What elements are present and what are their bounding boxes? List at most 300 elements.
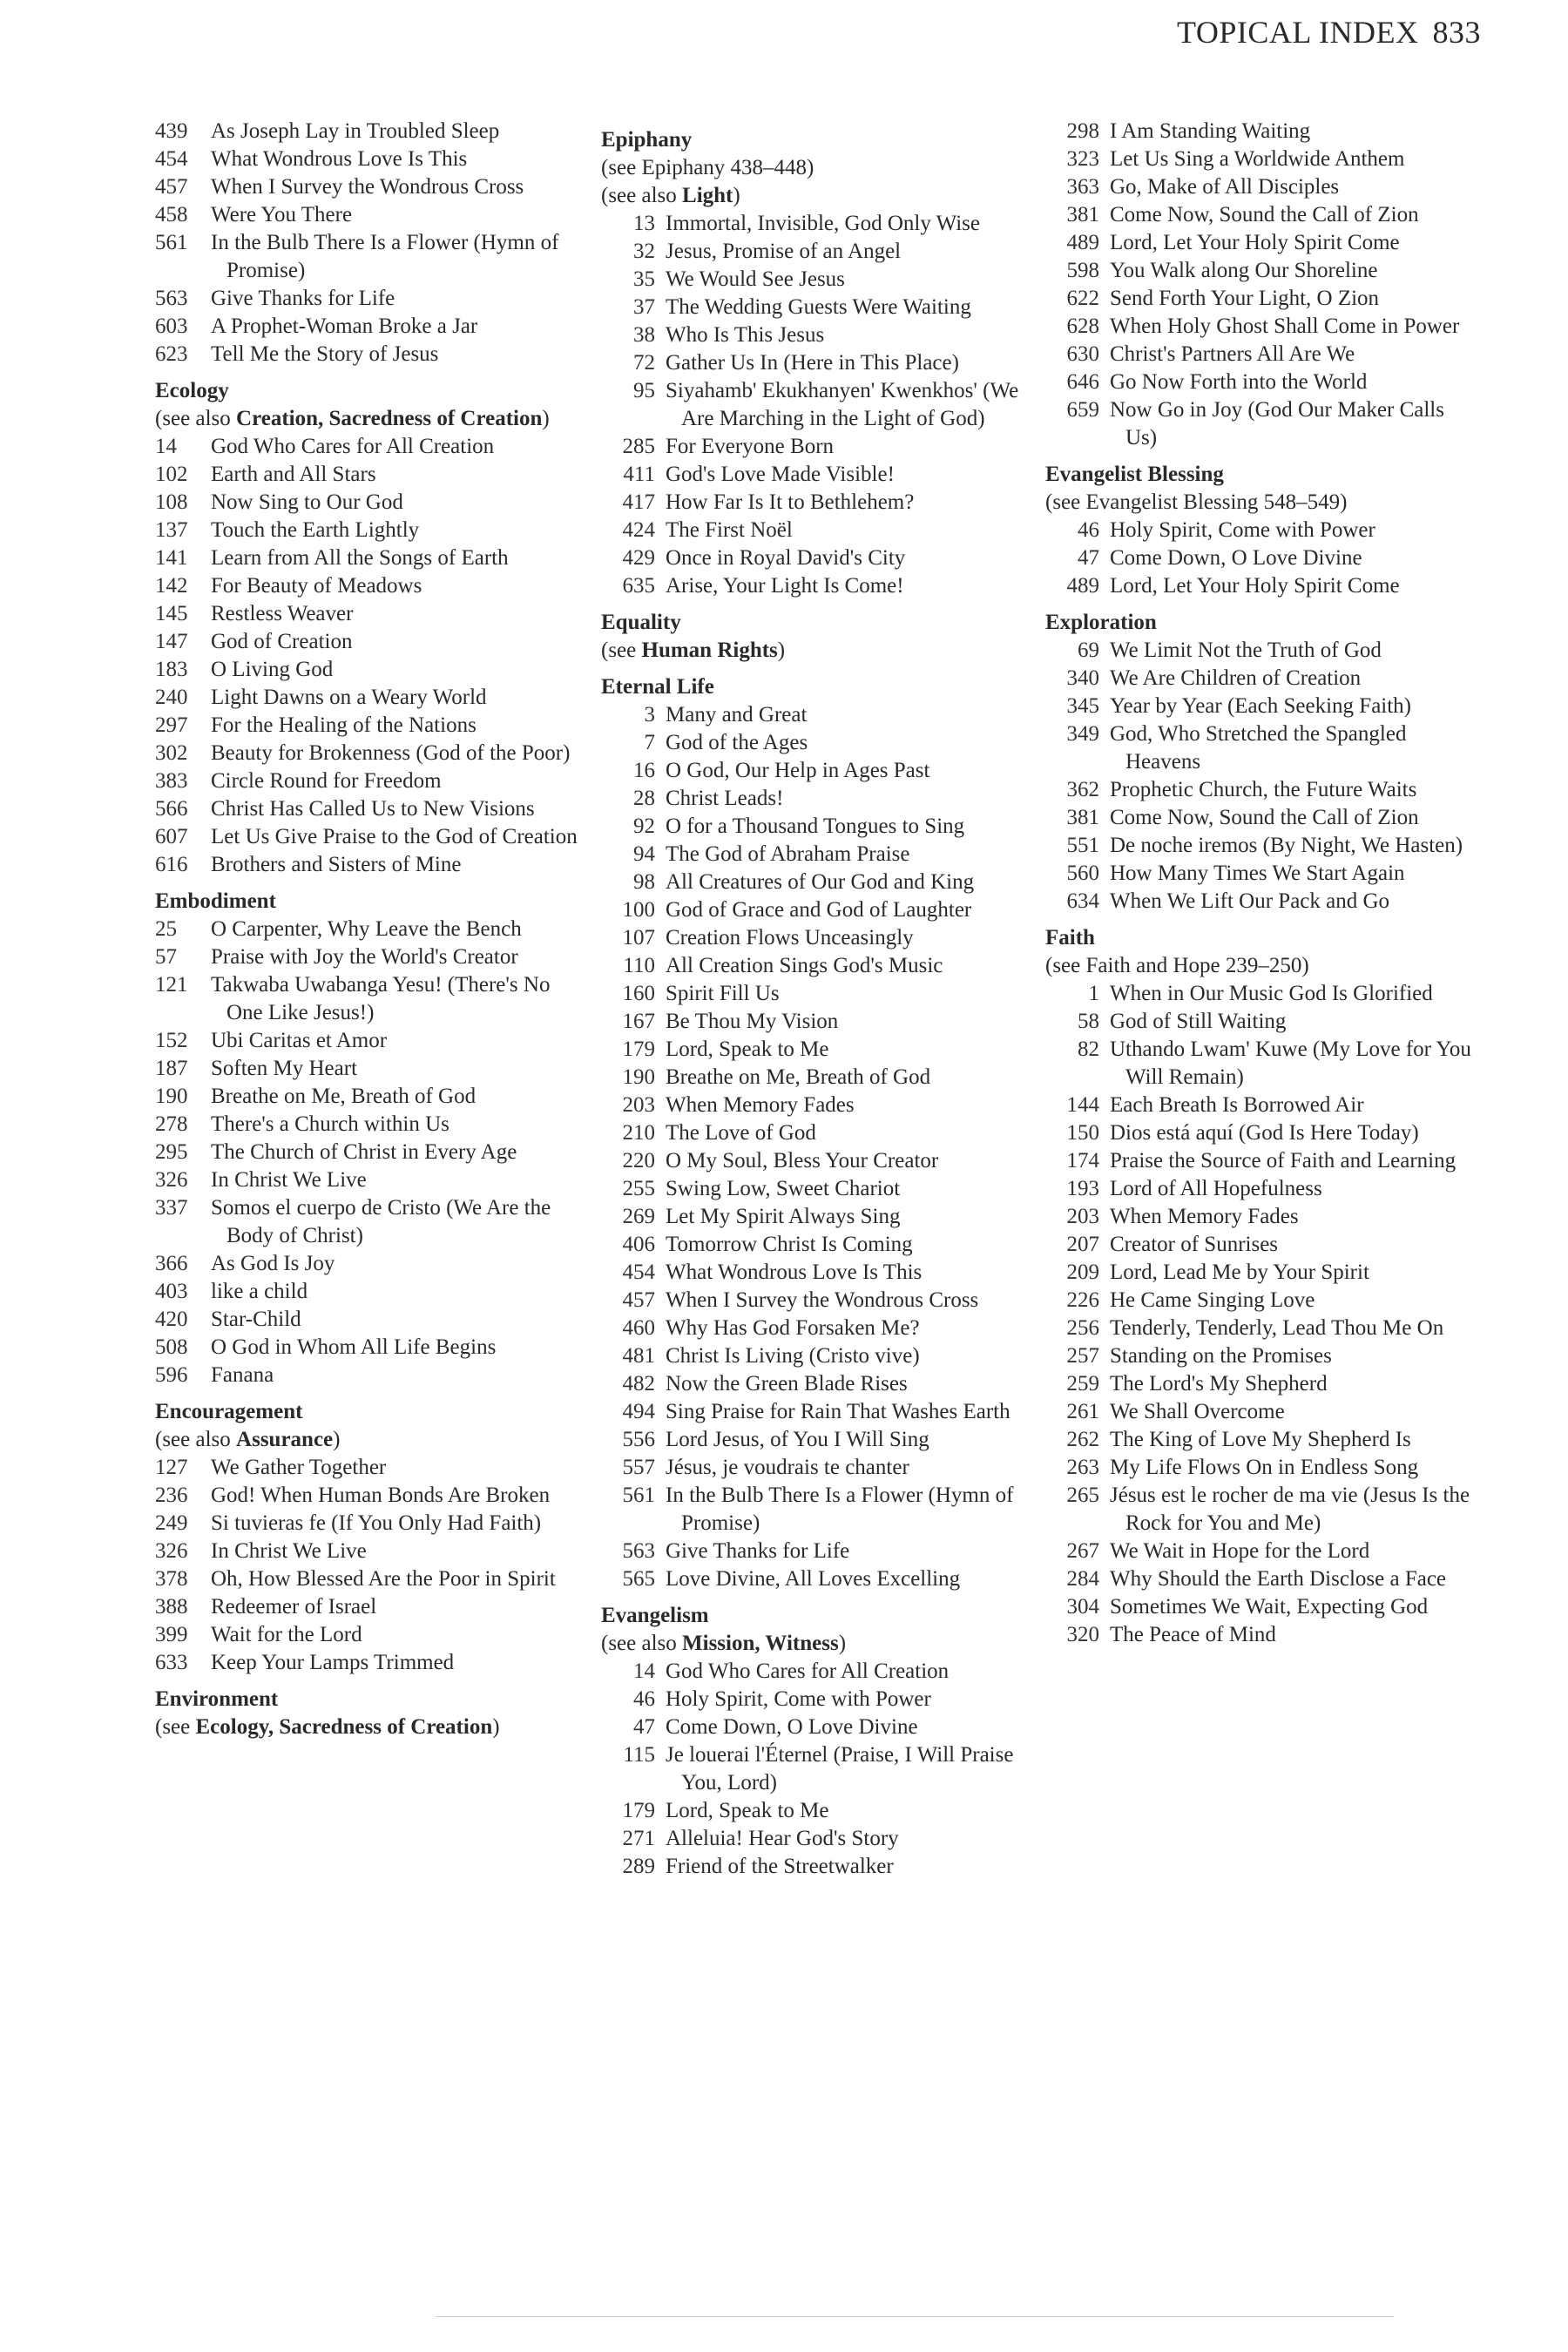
hymn-number: 561 bbox=[622, 1484, 655, 1507]
index-entry bbox=[155, 517, 591, 544]
hymn-number: 265 bbox=[1066, 1484, 1099, 1507]
index-entry bbox=[1045, 1259, 1481, 1287]
hymn-number: 32 bbox=[633, 240, 655, 263]
hymn-title: Jésus, je voudrais te chanter bbox=[666, 1456, 909, 1479]
index-entry bbox=[601, 813, 1028, 841]
hymn-number: 35 bbox=[633, 267, 655, 291]
hymn-number: 137 bbox=[155, 518, 188, 542]
hymn-title: The Wedding Guests Were Waiting bbox=[666, 295, 971, 319]
see-reference bbox=[155, 1426, 591, 1454]
hymn-number: 179 bbox=[622, 1799, 655, 1822]
index-entry bbox=[601, 1565, 1028, 1593]
index-entry bbox=[155, 145, 591, 173]
hymn-number: 508 bbox=[155, 1335, 188, 1359]
hymn-number: 363 bbox=[1066, 175, 1099, 199]
hymn-number: 28 bbox=[633, 787, 655, 810]
index-column-2 bbox=[601, 118, 1028, 1881]
hymn-number: 210 bbox=[622, 1121, 655, 1145]
hymn-number: 633 bbox=[155, 1651, 188, 1674]
hymn-title: The Lord's My Shepherd bbox=[1110, 1372, 1328, 1396]
index-entry bbox=[1045, 1315, 1481, 1342]
hymn-title: The First Noël bbox=[666, 518, 793, 542]
hymn-title: Give Thanks for Life bbox=[666, 1539, 850, 1563]
see-reference bbox=[601, 154, 1028, 182]
see-reference-pre: (see also bbox=[155, 407, 237, 430]
index-entry bbox=[155, 1083, 591, 1111]
index-entry bbox=[1045, 804, 1481, 832]
hymn-title: Lord, Speak to Me bbox=[666, 1799, 829, 1822]
index-entry bbox=[1045, 776, 1481, 804]
hymn-number: 417 bbox=[622, 490, 655, 514]
hymn-number: 561 bbox=[155, 231, 188, 254]
hymn-number: 378 bbox=[155, 1567, 188, 1591]
hymn-number: 127 bbox=[155, 1456, 188, 1479]
hymn-number: 285 bbox=[622, 435, 655, 458]
index-entry bbox=[601, 1825, 1028, 1853]
index-entry bbox=[601, 433, 1028, 461]
index-entry bbox=[155, 489, 591, 517]
hymn-title: Lord of All Hopefulness bbox=[1110, 1177, 1322, 1200]
see-reference-pre: (see Evangelist Blessing 548–549) bbox=[1045, 490, 1348, 514]
hymn-title: Why Has God Forsaken Me? bbox=[666, 1316, 920, 1340]
hymn-number: 424 bbox=[622, 518, 655, 542]
hymn-title: Year by Year (Each Seeking Faith) bbox=[1110, 694, 1412, 718]
hymn-title: Lord, Let Your Holy Spirit Come bbox=[1110, 574, 1400, 598]
index-entry bbox=[601, 1797, 1028, 1825]
hymn-title: Sing Praise for Rain That Washes Earth bbox=[666, 1400, 1010, 1423]
hymn-title: Si tuvieras fe (If You Only Had Faith) bbox=[211, 1511, 542, 1535]
index-entry bbox=[155, 1593, 591, 1621]
hymn-number: 616 bbox=[155, 853, 188, 876]
hymn-number: 38 bbox=[633, 323, 655, 347]
hymn-number: 203 bbox=[1066, 1205, 1099, 1228]
hymn-title: God, Who Stretched the Spangled Heavens bbox=[1110, 722, 1407, 774]
index-entry bbox=[1045, 1008, 1481, 1036]
see-reference-bold: Ecology, Sacredness of Creation bbox=[195, 1715, 493, 1739]
page-number: 833 bbox=[1432, 15, 1481, 50]
topic-heading: Encouragement bbox=[155, 1400, 303, 1423]
hymn-number: 646 bbox=[1066, 370, 1099, 394]
see-reference-post: ) bbox=[733, 184, 740, 207]
index-entry bbox=[155, 1250, 591, 1278]
index-entry bbox=[1045, 665, 1481, 693]
index-entry bbox=[155, 795, 591, 823]
index-entry bbox=[1045, 145, 1481, 173]
hymn-number: 269 bbox=[622, 1205, 655, 1228]
hymn-number: 362 bbox=[1066, 778, 1099, 801]
hymn-title: Come Now, Sound the Call of Zion bbox=[1110, 203, 1419, 226]
hymn-number: 298 bbox=[1066, 119, 1099, 143]
hymn-title: We Would See Jesus bbox=[666, 267, 845, 291]
hymn-title: The King of Love My Shepherd Is bbox=[1110, 1428, 1411, 1451]
hymn-title: For Beauty of Meadows bbox=[211, 574, 422, 598]
hymn-title: Who Is This Jesus bbox=[666, 323, 825, 347]
hymn-title: Tell Me the Story of Jesus bbox=[211, 342, 439, 366]
hymn-title: Brothers and Sisters of Mine bbox=[211, 853, 462, 876]
running-title: TOPICAL INDEX bbox=[1177, 15, 1419, 50]
hymn-number: 383 bbox=[155, 769, 188, 793]
see-reference-pre: (see also bbox=[601, 1632, 683, 1655]
see-reference-pre: (see Epiphany 438–448) bbox=[601, 156, 814, 179]
hymn-title: Star-Child bbox=[211, 1308, 301, 1331]
hymn-title: The Peace of Mind bbox=[1110, 1623, 1276, 1646]
hymn-title: Alleluia! Hear God's Story bbox=[666, 1827, 899, 1850]
hymn-number: 622 bbox=[1066, 287, 1099, 310]
index-entry bbox=[155, 1306, 591, 1334]
hymn-number: 659 bbox=[1066, 398, 1099, 422]
hymn-title: Circle Round for Freedom bbox=[211, 769, 442, 793]
index-entry bbox=[601, 1287, 1028, 1315]
hymn-title: You Walk along Our Shoreline bbox=[1110, 259, 1378, 282]
index-entry bbox=[1045, 1621, 1481, 1649]
hymn-number: 174 bbox=[1066, 1149, 1099, 1173]
hymn-title: Holy Spirit, Come with Power bbox=[1110, 518, 1375, 542]
hymn-number: 596 bbox=[155, 1363, 188, 1387]
index-entry bbox=[155, 712, 591, 740]
hymn-title: Love Divine, All Loves Excelling bbox=[666, 1567, 961, 1591]
index-entry bbox=[1045, 1398, 1481, 1426]
hymn-title: Uthando Lwam' Kuwe (My Love for You Will Remain) bbox=[1110, 1037, 1471, 1089]
see-reference-bold: Light bbox=[682, 184, 733, 207]
index-entry bbox=[601, 1454, 1028, 1482]
index-entry bbox=[601, 1175, 1028, 1203]
hymn-title: What Wondrous Love Is This bbox=[666, 1260, 923, 1284]
hymn-title: How Many Times We Start Again bbox=[1110, 862, 1405, 885]
see-reference-post: ) bbox=[492, 1715, 500, 1739]
index-entry bbox=[155, 118, 591, 145]
hymn-title: God Who Cares for All Creation bbox=[211, 435, 495, 458]
index-entry bbox=[1045, 118, 1481, 145]
hymn-number: 460 bbox=[622, 1316, 655, 1340]
index-entry bbox=[601, 1092, 1028, 1119]
hymn-number: 190 bbox=[155, 1085, 188, 1108]
hymn-number: 289 bbox=[622, 1855, 655, 1878]
hymn-number: 207 bbox=[1066, 1233, 1099, 1256]
index-entry bbox=[601, 729, 1028, 757]
hymn-title: Ubi Caritas et Amor bbox=[211, 1029, 388, 1052]
hymn-title: Lord Jesus, of You I Will Sing bbox=[666, 1428, 929, 1451]
hymn-title: In the Bulb There Is a Flower (Hymn of Promise) bbox=[211, 231, 559, 282]
index-entry bbox=[601, 1064, 1028, 1092]
hymn-title: Why Should the Earth Disclose a Face bbox=[1110, 1567, 1447, 1591]
hymn-number: 190 bbox=[622, 1065, 655, 1089]
hymn-number: 144 bbox=[1066, 1093, 1099, 1117]
hymn-title: Standing on the Promises bbox=[1110, 1344, 1332, 1368]
hymn-title: Redeemer of Israel bbox=[211, 1595, 377, 1619]
hymn-number: 551 bbox=[1066, 834, 1099, 857]
hymn-title: There's a Church within Us bbox=[211, 1112, 449, 1136]
hymn-title: Tomorrow Christ Is Coming bbox=[666, 1233, 913, 1256]
index-entry bbox=[1045, 860, 1481, 888]
hymn-number: 226 bbox=[1066, 1288, 1099, 1312]
hymn-number: 47 bbox=[1078, 546, 1099, 570]
hymn-number: 403 bbox=[155, 1280, 188, 1303]
hymn-title: When in Our Music God Is Glorified bbox=[1110, 982, 1433, 1005]
hymn-number: 261 bbox=[1066, 1400, 1099, 1423]
index-entry bbox=[1045, 1119, 1481, 1147]
see-reference-pre: (see also bbox=[155, 1428, 237, 1451]
index-entry bbox=[601, 1147, 1028, 1175]
hymn-number: 628 bbox=[1066, 314, 1099, 338]
hymn-title: O God, Our Help in Ages Past bbox=[666, 759, 930, 782]
see-reference-bold: Assurance bbox=[236, 1428, 334, 1451]
index-entry bbox=[601, 349, 1028, 377]
index-entry bbox=[155, 1538, 591, 1565]
hymn-title: O Living God bbox=[211, 658, 334, 681]
index-entry bbox=[601, 1853, 1028, 1881]
index-entry bbox=[155, 1111, 591, 1139]
hymn-number: 183 bbox=[155, 658, 188, 681]
hymn-title: When I Survey the Wondrous Cross bbox=[666, 1288, 979, 1312]
index-entry bbox=[601, 266, 1028, 294]
see-reference bbox=[1045, 952, 1481, 980]
hymn-title: Breathe on Me, Breath of God bbox=[666, 1065, 931, 1089]
hymn-title: Beauty for Brokenness (God of the Poor) bbox=[211, 741, 571, 765]
hymn-number: 304 bbox=[1066, 1595, 1099, 1619]
hymn-title: Praise with Joy the World's Creator bbox=[211, 945, 518, 969]
index-entry bbox=[155, 767, 591, 795]
hymn-number: 284 bbox=[1066, 1567, 1099, 1591]
hymn-title: Immortal, Invisible, God Only Wise bbox=[666, 212, 980, 235]
topic-heading: Evangelist Blessing bbox=[1045, 463, 1224, 486]
hymn-title: God of the Ages bbox=[666, 731, 808, 754]
topic-heading: Faith bbox=[1045, 926, 1095, 950]
index-entry bbox=[155, 1565, 591, 1593]
index-entry bbox=[155, 851, 591, 879]
hymn-title: Learn from All the Songs of Earth bbox=[211, 546, 509, 570]
see-reference-post: ) bbox=[777, 639, 786, 662]
hymn-number: 411 bbox=[623, 463, 655, 486]
hymn-number: 220 bbox=[622, 1149, 655, 1173]
index-entry bbox=[155, 433, 591, 461]
hymn-number: 82 bbox=[1078, 1037, 1099, 1061]
index-entry bbox=[601, 1259, 1028, 1287]
hymn-title: God of Grace and God of Laughter bbox=[666, 898, 972, 922]
hymn-title: Sometimes We Wait, Expecting God bbox=[1110, 1595, 1429, 1619]
hymn-title: Creator of Sunrises bbox=[1110, 1233, 1279, 1256]
hymn-title: Be Thou My Vision bbox=[666, 1010, 839, 1033]
hymn-number: 110 bbox=[623, 954, 655, 977]
index-entry bbox=[601, 1370, 1028, 1398]
hymn-number: 457 bbox=[155, 175, 188, 199]
see-reference-pre: (see also bbox=[601, 184, 683, 207]
index-entry bbox=[155, 600, 591, 628]
index-entry bbox=[601, 896, 1028, 924]
hymn-title: Christ Has Called Us to New Visions bbox=[211, 797, 535, 821]
hymn-number: 267 bbox=[1066, 1539, 1099, 1563]
index-entry bbox=[601, 1713, 1028, 1741]
index-entry bbox=[155, 823, 591, 851]
index-entry bbox=[1045, 368, 1481, 396]
hymn-title: How Far Is It to Bethlehem? bbox=[666, 490, 915, 514]
see-reference-bold: Mission, Witness bbox=[682, 1632, 839, 1655]
hymn-title: Holy Spirit, Come with Power bbox=[666, 1687, 931, 1711]
hymn-number: 167 bbox=[622, 1010, 655, 1033]
see-reference-post: ) bbox=[333, 1428, 341, 1451]
hymn-number: 381 bbox=[1066, 806, 1099, 829]
hymn-number: 366 bbox=[155, 1252, 188, 1275]
index-entry bbox=[155, 1482, 591, 1510]
index-entry bbox=[601, 377, 1028, 433]
hymn-title: When Memory Fades bbox=[1110, 1205, 1299, 1228]
index-entry bbox=[1045, 285, 1481, 313]
index-entry bbox=[1045, 1203, 1481, 1231]
hymn-title: I Am Standing Waiting bbox=[1110, 119, 1311, 143]
hymn-title: Gather Us In (Here in This Place) bbox=[666, 351, 959, 375]
index-entry bbox=[155, 684, 591, 712]
see-reference-bold: Creation, Sacredness of Creation bbox=[236, 407, 543, 430]
hymn-title: We Gather Together bbox=[211, 1456, 387, 1479]
hymn-number: 556 bbox=[622, 1428, 655, 1451]
index-entry bbox=[155, 1166, 591, 1194]
hymn-number: 98 bbox=[633, 870, 655, 894]
hymn-title: Siyahamb' Ekukhanyen' Kwenkhos' (We Are Marching in the Light of God) bbox=[666, 379, 1019, 430]
hymn-number: 607 bbox=[155, 825, 188, 848]
hymn-number: 47 bbox=[633, 1715, 655, 1739]
hymn-title: All Creation Sings God's Music bbox=[666, 954, 943, 977]
hymn-title: Keep Your Lamps Trimmed bbox=[211, 1651, 455, 1674]
hymn-title: Light Dawns on a Weary World bbox=[211, 686, 487, 709]
hymn-title: For the Healing of the Nations bbox=[211, 713, 476, 737]
index-entry bbox=[155, 1649, 591, 1677]
hymn-number: 37 bbox=[633, 295, 655, 319]
index-entry bbox=[155, 1362, 591, 1389]
hymn-number: 102 bbox=[155, 463, 188, 486]
hymn-number: 297 bbox=[155, 713, 188, 737]
index-entry bbox=[1045, 1231, 1481, 1259]
hymn-number: 115 bbox=[623, 1743, 655, 1767]
hymn-title: Once in Royal David's City bbox=[666, 546, 906, 570]
hymn-number: 58 bbox=[1078, 1010, 1099, 1033]
hymn-title: For Everyone Born bbox=[666, 435, 835, 458]
hymn-number: 481 bbox=[622, 1344, 655, 1368]
index-entry bbox=[155, 1510, 591, 1538]
hymn-number: 399 bbox=[155, 1623, 188, 1646]
index-entry bbox=[601, 1482, 1028, 1538]
hymn-number: 94 bbox=[633, 842, 655, 866]
topic-heading: Environment bbox=[155, 1687, 279, 1711]
hymn-number: 494 bbox=[622, 1400, 655, 1423]
hymn-number: 598 bbox=[1066, 259, 1099, 282]
index-entry bbox=[601, 1008, 1028, 1036]
hymn-title: We Shall Overcome bbox=[1110, 1400, 1285, 1423]
index-entry bbox=[1045, 1092, 1481, 1119]
hymn-title: Lord, Speak to Me bbox=[666, 1037, 829, 1061]
hymn-number: 3 bbox=[644, 703, 655, 727]
hymn-title: Go, Make of All Disciples bbox=[1110, 175, 1340, 199]
hymn-number: 262 bbox=[1066, 1428, 1099, 1451]
hymn-title: When I Survey the Wondrous Cross bbox=[211, 175, 524, 199]
hymn-number: 635 bbox=[622, 574, 655, 598]
hymn-title: Fanana bbox=[211, 1363, 274, 1387]
see-reference-pre: (see bbox=[155, 1715, 196, 1739]
hymn-title: God of Creation bbox=[211, 630, 353, 653]
hymn-number: 240 bbox=[155, 686, 188, 709]
hymn-number: 57 bbox=[155, 945, 177, 969]
hymn-title: Let Us Give Praise to the God of Creation bbox=[211, 825, 578, 848]
index-entry bbox=[1045, 1287, 1481, 1315]
hymn-number: 107 bbox=[622, 926, 655, 950]
index-entry bbox=[601, 1231, 1028, 1259]
index-entry bbox=[1045, 980, 1481, 1008]
hymn-title: Dios está aquí (God Is Here Today) bbox=[1110, 1121, 1419, 1145]
see-reference bbox=[1045, 489, 1481, 517]
hymn-title: O God in Whom All Life Begins bbox=[211, 1335, 497, 1359]
hymn-title: Jesus, Promise of an Angel bbox=[666, 240, 902, 263]
hymn-number: 203 bbox=[622, 1093, 655, 1117]
topic-heading: Eternal Life bbox=[601, 675, 714, 699]
index-entry bbox=[1045, 637, 1481, 665]
index-entry bbox=[155, 943, 591, 971]
topic-heading: Epiphany bbox=[601, 128, 693, 152]
index-entry bbox=[155, 1194, 591, 1250]
index-entry bbox=[155, 971, 591, 1027]
hymn-number: 278 bbox=[155, 1112, 188, 1136]
hymn-title: When Holy Ghost Shall Come in Power bbox=[1110, 314, 1460, 338]
hymn-number: 489 bbox=[1066, 574, 1099, 598]
index-entry bbox=[155, 173, 591, 201]
index-entry bbox=[1045, 1147, 1481, 1175]
hymn-number: 95 bbox=[633, 379, 655, 402]
hymn-title: A Prophet-Woman Broke a Jar bbox=[211, 314, 478, 338]
index-entry bbox=[1045, 229, 1481, 257]
hymn-title: Breathe on Me, Breath of God bbox=[211, 1085, 476, 1108]
hymn-number: 142 bbox=[155, 574, 188, 598]
hymn-title: In Christ We Live bbox=[211, 1168, 367, 1192]
hymn-number: 420 bbox=[155, 1308, 188, 1331]
see-reference-pre: (see bbox=[601, 639, 642, 662]
hymn-number: 482 bbox=[622, 1372, 655, 1396]
topic-heading: Ecology bbox=[155, 379, 229, 402]
hymn-title: Jésus est le rocher de ma vie (Jesus Is the Rock for You and Me) bbox=[1110, 1484, 1470, 1535]
index-entry bbox=[155, 1055, 591, 1083]
hymn-number: 121 bbox=[155, 973, 188, 997]
index-entry bbox=[1045, 1454, 1481, 1482]
index-entry bbox=[155, 341, 591, 368]
index-entry bbox=[601, 1342, 1028, 1370]
hymn-number: 489 bbox=[1066, 231, 1099, 254]
index-entry bbox=[1045, 720, 1481, 776]
hymn-title: Each Breath Is Borrowed Air bbox=[1110, 1093, 1364, 1117]
hymn-title: He Came Singing Love bbox=[1110, 1288, 1315, 1312]
hymn-title: Prophetic Church, the Future Waits bbox=[1110, 778, 1417, 801]
hymn-title: Now the Green Blade Rises bbox=[666, 1372, 908, 1396]
hymn-title: Now Sing to Our God bbox=[211, 490, 403, 514]
hymn-number: 630 bbox=[1066, 342, 1099, 366]
hymn-number: 458 bbox=[155, 203, 188, 226]
index-entry bbox=[1045, 1565, 1481, 1593]
index-entry bbox=[155, 916, 591, 943]
hymn-number: 557 bbox=[622, 1456, 655, 1479]
see-reference-pre: (see Faith and Hope 239–250) bbox=[1045, 954, 1309, 977]
index-entry bbox=[1045, 517, 1481, 544]
hymn-number: 337 bbox=[155, 1196, 188, 1220]
index-entry bbox=[1045, 1426, 1481, 1454]
hymn-number: 152 bbox=[155, 1029, 188, 1052]
index-entry bbox=[601, 1741, 1028, 1797]
topic-heading: Exploration bbox=[1045, 611, 1157, 634]
hymn-title: Let My Spirit Always Sing bbox=[666, 1205, 901, 1228]
index-entry bbox=[601, 757, 1028, 785]
hymn-number: 563 bbox=[155, 287, 188, 310]
hymn-title: Soften My Heart bbox=[211, 1057, 358, 1080]
index-entry bbox=[601, 1426, 1028, 1454]
hymn-number: 160 bbox=[622, 982, 655, 1005]
hymn-title: The God of Abraham Praise bbox=[666, 842, 910, 866]
hymn-title: When We Lift Our Pack and Go bbox=[1110, 889, 1390, 913]
see-reference-post: ) bbox=[542, 407, 550, 430]
hymn-title: Christ Is Living (Cristo vive) bbox=[666, 1344, 920, 1368]
